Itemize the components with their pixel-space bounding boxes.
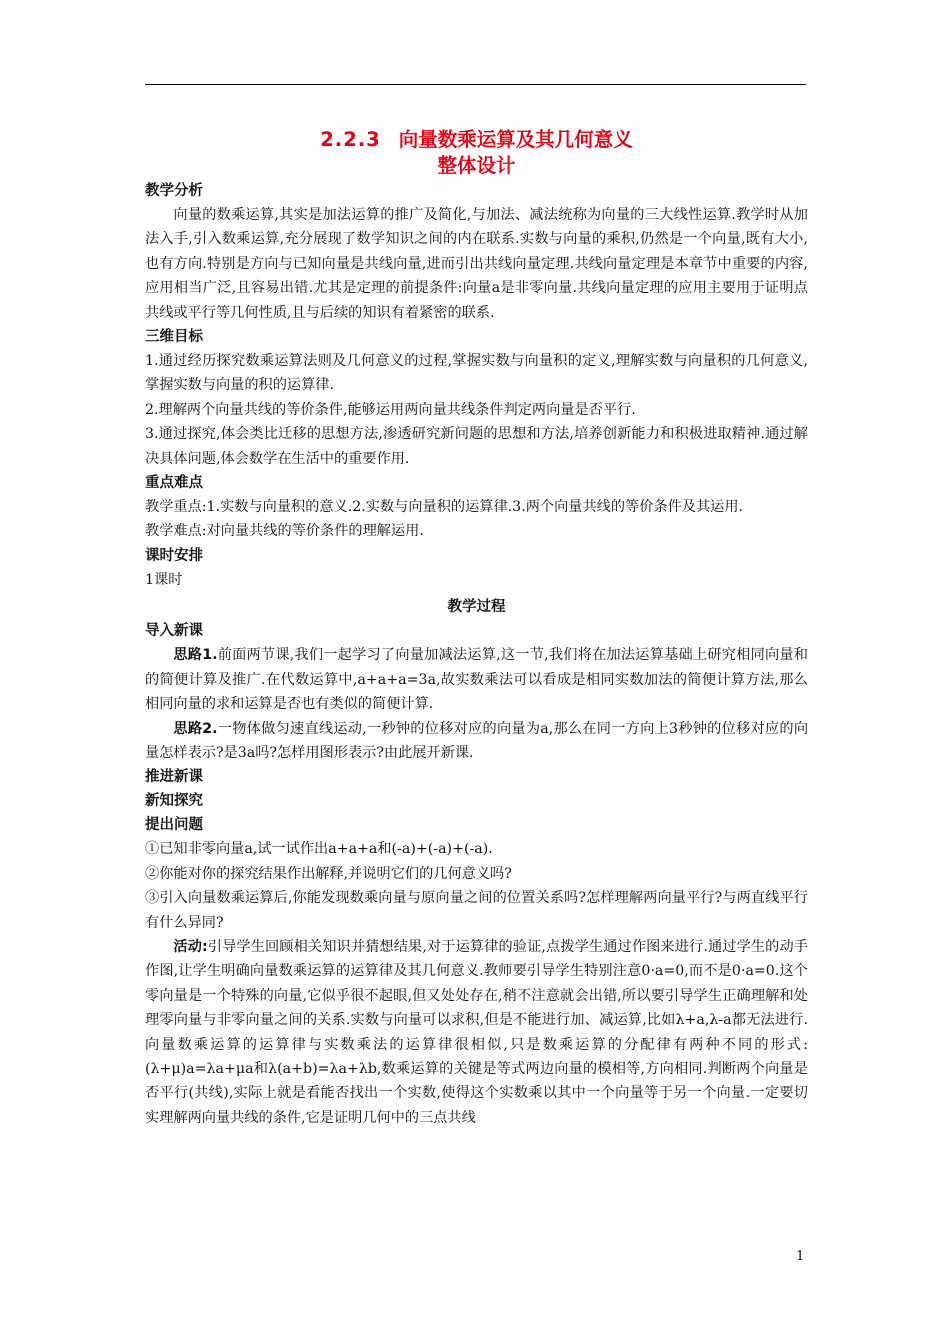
title-text: 向量数乘运算及其几何意义 <box>398 128 633 151</box>
activity-label: 活动: <box>173 938 208 955</box>
title-section-number: 2.2.3 <box>320 128 381 151</box>
activity-text: 引导学生回顾相关知识并猜想结果,对于运算律的验证,点拨学生通过作图来进行.通过学生的动手作图,让学生明确向量数乘运算的运算律及其几何意义.教师要引导学生特别注意0·a=0,而不是0·a=0.这个零向量是一个特殊的向量,它似乎很不起眼,但又处处存在,稍不注意就会出错,所以要引导学生正确理解和处理零向量与非零向量之间的关系.实数与向量可以求积,但是不能进行加、减运算,比如λ+a,λ-a都无法进行.向量数乘运算的运算律与实数乘法的运算律很相似,只是数乘运算的分配律有两种不同的形式:(λ+μ)a=λa+μa和λ(a+b)=λa+λb,数乘运算的关键是等式两边向量的模相等,方向相同.判断两个向量是否平行(共线),实际上就是看能否找出一个实数,使得这个实数乘以其中一个向量等于另一个向量.一定要切实理解两向量共线的条件,它是证明几何中的三点共线 <box>145 938 808 1126</box>
goal-item-1: 1.通过经历探究数乘运算法则及几何意义的过程,掌握实数与向量积的定义,理解实数与向量积的几何意义,掌握实数与向量的积的运算律. <box>145 353 808 394</box>
goal-item-3: 3.通过探究,体会类比迁移的思想方法,渗透研究新问题的思想和方法,培养创新能力和积极进取精神.通过解决具体问题,体会数学在生活中的重要作用. <box>145 426 808 467</box>
idea-1-label: 思路1. <box>173 647 218 664</box>
heading-explore: 新知探究 <box>145 793 203 810</box>
key-points-paragraph: 教学重点:1.实数与向量积的意义.2.实数与向量积的运算律.3.两个向量共线的等价条件及其运用. <box>145 499 744 516</box>
heading-questions: 提出问题 <box>145 817 203 834</box>
heading-goals: 三维目标 <box>145 329 203 346</box>
heading-analysis: 教学分析 <box>145 183 203 199</box>
page-number: 1 <box>796 1249 805 1264</box>
document-body <box>145 127 808 1130</box>
idea-1-paragraph <box>145 643 808 716</box>
goal-item-2: 2.理解两个向量共线的等价条件,能够运用两向量共线条件判定两向量是否平行. <box>145 401 636 418</box>
analysis-paragraph: 向量的数乘运算,其实是加法运算的推广及简化,与加法、减法统称为向量的三大线性运算.教学时从加法入手,引入数乘运算,充分展现了数学知识之间的内在联系.实数与向量的乘积,仍然是一个向量,既有大小,也有方向.特别是方向与已知向量是共线向量,进而引出共线向量定理.共线向量定理是本章节中重要的内容,应用相当广泛,且容易出错.尤其是定理的前提条件:向量a是非零向量.共线向量定理的应用主要用于证明点共线或平行等几何性质,且与后续的知识有着紧密的联系. <box>145 207 808 321</box>
activity-paragraph <box>145 935 808 1130</box>
heading-intro: 导入新课 <box>145 623 203 640</box>
difficulty-paragraph: 教学难点:对向量共线的等价条件的理解运用. <box>145 523 424 540</box>
header-rule <box>145 84 806 85</box>
heading-teaching-process: 教学过程 <box>447 599 506 616</box>
question-3: ③引入向量数乘运算后,你能发现数乘向量与原向量之间的位置关系吗?怎样理解两向量平行?与两直线平行有什么异同? <box>145 890 808 931</box>
idea-2-text: 一物体做匀速直线运动,一秒钟的位移对应的向量为a,那么在同一方向上3秒钟的位移对应的向量怎样表示?是3a吗?怎样用图形表示?由此展开新课. <box>145 720 809 761</box>
idea-2-paragraph <box>145 717 808 766</box>
question-1: ①已知非零向量a,试一试作出a+a+a和(-a)+(-a)+(-a). <box>145 841 493 858</box>
heading-advance: 推进新课 <box>145 769 203 786</box>
idea-1-text: 前面两节课,我们一起学习了向量加减法运算,这一节,我们将在加法运算基础上研究相同向量和的简便计算及推广.在代数运算中,a+a+a=3a,故实数乘法可以看成是相同实数加法的简便计算方法,那么相同向量的求和运算是否也有类似的简便计算. <box>145 647 808 713</box>
heading-key-points: 重点难点 <box>145 475 203 492</box>
schedule-paragraph: 1课时 <box>145 571 183 588</box>
document-subtitle: 整体设计 <box>437 154 516 177</box>
document-title <box>145 127 808 153</box>
idea-2-label: 思路2. <box>173 720 218 737</box>
question-2: ②你能对你的探究结果作出解释,并说明它们的几何意义吗? <box>145 865 512 882</box>
heading-schedule: 课时安排 <box>145 547 203 564</box>
